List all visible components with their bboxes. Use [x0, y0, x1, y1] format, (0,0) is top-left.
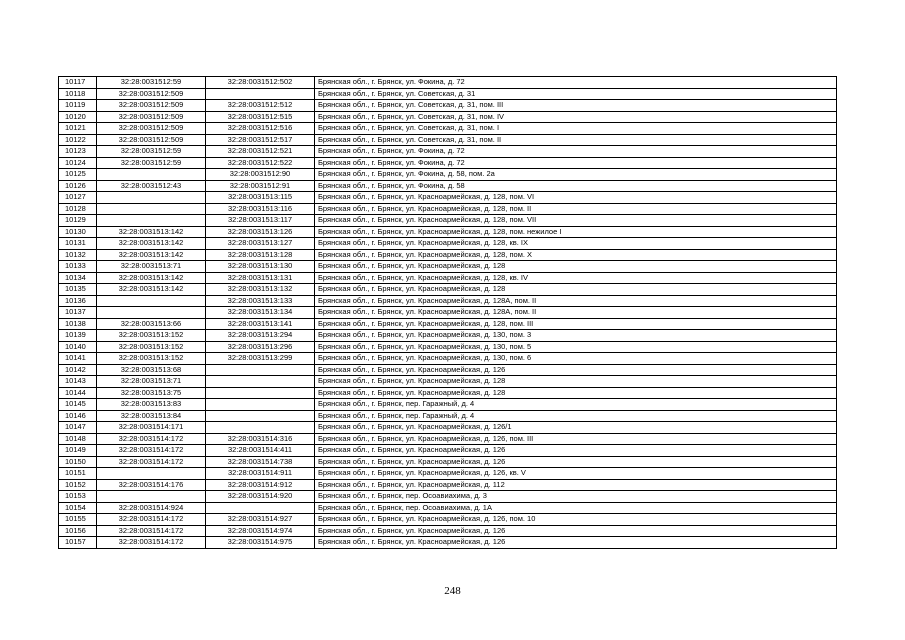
object-cadastral-number-cell: 32:28:0031512:91 [206, 180, 315, 192]
table-row [59, 238, 837, 250]
address-cell: Брянская обл., г. Брянск, ул. Красноармейская, д. 112 [315, 479, 837, 491]
address-cell: Брянская обл., г. Брянск, пер. Гаражный, д. 4 [315, 410, 837, 422]
table-row [59, 295, 837, 307]
record-number-cell: 10150 [59, 456, 97, 468]
land-cadastral-number-cell: 32:28:0031512:59 [97, 77, 206, 89]
record-number-cell: 10136 [59, 295, 97, 307]
land-cadastral-number-cell: 32:28:0031513:83 [97, 399, 206, 411]
address-cell: Брянская обл., г. Брянск, ул. Советская, д. 31, пом. IV [315, 111, 837, 123]
land-cadastral-number-cell: 32:28:0031513:152 [97, 353, 206, 365]
table-row [59, 77, 837, 89]
address-cell: Брянская обл., г. Брянск, ул. Советская, д. 31, пом. I [315, 123, 837, 135]
table-row [59, 180, 837, 192]
object-cadastral-number-cell [206, 88, 315, 100]
table-row [59, 146, 837, 158]
address-cell: Брянская обл., г. Брянск, ул. Красноармейская, д. 128 [315, 376, 837, 388]
record-number-cell: 10133 [59, 261, 97, 273]
record-number-cell: 10151 [59, 468, 97, 480]
table-row [59, 341, 837, 353]
record-number-cell: 10135 [59, 284, 97, 296]
object-cadastral-number-cell: 32:28:0031514:974 [206, 525, 315, 537]
land-cadastral-number-cell: 32:28:0031514:172 [97, 514, 206, 526]
table-row [59, 456, 837, 468]
record-number-cell: 10154 [59, 502, 97, 514]
table-row [59, 387, 837, 399]
record-number-cell: 10143 [59, 376, 97, 388]
object-cadastral-number-cell [206, 422, 315, 434]
table-row [59, 88, 837, 100]
address-cell: Брянская обл., г. Брянск, пер. Осоавиахима, д. 1А [315, 502, 837, 514]
table-row [59, 433, 837, 445]
table-row [59, 215, 837, 227]
address-cell: Брянская обл., г. Брянск, ул. Советская, д. 31, пом. III [315, 100, 837, 112]
object-cadastral-number-cell: 32:28:0031513:296 [206, 341, 315, 353]
address-cell: Брянская обл., г. Брянск, ул. Красноармейская, д. 130, пом. 3 [315, 330, 837, 342]
table-row [59, 203, 837, 215]
object-cadastral-number-cell [206, 364, 315, 376]
page-number: 248 [444, 585, 461, 597]
record-number-cell: 10123 [59, 146, 97, 158]
object-cadastral-number-cell [206, 387, 315, 399]
table-row [59, 123, 837, 135]
land-cadastral-number-cell: 32:28:0031514:172 [97, 445, 206, 457]
land-cadastral-number-cell: 32:28:0031514:172 [97, 537, 206, 549]
record-number-cell: 10120 [59, 111, 97, 123]
address-cell: Брянская обл., г. Брянск, ул. Красноармейская, д. 126 [315, 537, 837, 549]
object-cadastral-number-cell: 32:28:0031514:912 [206, 479, 315, 491]
record-number-cell: 10130 [59, 226, 97, 238]
table-row [59, 307, 837, 319]
land-cadastral-number-cell [97, 295, 206, 307]
table-row [59, 261, 837, 273]
record-number-cell: 10128 [59, 203, 97, 215]
object-cadastral-number-cell: 32:28:0031513:134 [206, 307, 315, 319]
record-number-cell: 10124 [59, 157, 97, 169]
record-number-cell: 10147 [59, 422, 97, 434]
object-cadastral-number-cell [206, 399, 315, 411]
land-cadastral-number-cell: 32:28:0031513:152 [97, 341, 206, 353]
address-cell: Брянская обл., г. Брянск, ул. Фокина, д. 72 [315, 77, 837, 89]
object-cadastral-number-cell: 32:28:0031513:131 [206, 272, 315, 284]
land-cadastral-number-cell: 32:28:0031512:59 [97, 157, 206, 169]
table-row [59, 249, 837, 261]
object-cadastral-number-cell: 32:28:0031513:115 [206, 192, 315, 204]
record-number-cell: 10129 [59, 215, 97, 227]
table-row [59, 514, 837, 526]
address-cell: Брянская обл., г. Брянск, ул. Красноармейская, д. 126, кв. V [315, 468, 837, 480]
object-cadastral-number-cell: 32:28:0031513:294 [206, 330, 315, 342]
object-cadastral-number-cell [206, 376, 315, 388]
record-number-cell: 10121 [59, 123, 97, 135]
address-cell: Брянская обл., г. Брянск, ул. Красноармейская, д. 128, пом. III [315, 318, 837, 330]
object-cadastral-number-cell: 32:28:0031512:516 [206, 123, 315, 135]
land-cadastral-number-cell: 32:28:0031513:71 [97, 376, 206, 388]
land-cadastral-number-cell: 32:28:0031512:509 [97, 111, 206, 123]
record-number-cell: 10148 [59, 433, 97, 445]
table-row [59, 111, 837, 123]
land-cadastral-number-cell: 32:28:0031514:171 [97, 422, 206, 434]
address-cell: Брянская обл., г. Брянск, ул. Фокина, д. 72 [315, 146, 837, 158]
address-cell: Брянская обл., г. Брянск, ул. Красноармейская, д. 128, пом. VI [315, 192, 837, 204]
record-number-cell: 10153 [59, 491, 97, 503]
table-row [59, 399, 837, 411]
address-cell: Брянская обл., г. Брянск, ул. Советская, д. 31, пом. II [315, 134, 837, 146]
address-cell: Брянская обл., г. Брянск, ул. Красноармейская, д. 126 [315, 456, 837, 468]
object-cadastral-number-cell: 32:28:0031514:927 [206, 514, 315, 526]
object-cadastral-number-cell: 32:28:0031514:975 [206, 537, 315, 549]
record-number-cell: 10127 [59, 192, 97, 204]
table-row [59, 537, 837, 549]
record-number-cell: 10125 [59, 169, 97, 181]
table-row [59, 134, 837, 146]
object-cadastral-number-cell: 32:28:0031513:126 [206, 226, 315, 238]
land-cadastral-number-cell: 32:28:0031513:142 [97, 226, 206, 238]
object-cadastral-number-cell: 32:28:0031514:920 [206, 491, 315, 503]
object-cadastral-number-cell: 32:28:0031512:522 [206, 157, 315, 169]
land-cadastral-number-cell: 32:28:0031513:142 [97, 284, 206, 296]
land-cadastral-number-cell: 32:28:0031514:176 [97, 479, 206, 491]
land-cadastral-number-cell: 32:28:0031512:43 [97, 180, 206, 192]
land-cadastral-number-cell: 32:28:0031512:509 [97, 123, 206, 135]
address-cell: Брянская обл., г. Брянск, ул. Красноармейская, д. 130, пом. 6 [315, 353, 837, 365]
object-cadastral-number-cell [206, 502, 315, 514]
record-number-cell: 10126 [59, 180, 97, 192]
land-cadastral-number-cell: 32:28:0031514:172 [97, 433, 206, 445]
table-row [59, 318, 837, 330]
address-cell: Брянская обл., г. Брянск, ул. Красноармейская, д. 130, пом. 5 [315, 341, 837, 353]
object-cadastral-number-cell: 32:28:0031514:911 [206, 468, 315, 480]
land-cadastral-number-cell: 32:28:0031513:152 [97, 330, 206, 342]
record-number-cell: 10156 [59, 525, 97, 537]
object-cadastral-number-cell: 32:28:0031512:515 [206, 111, 315, 123]
record-number-cell: 10141 [59, 353, 97, 365]
object-cadastral-number-cell: 32:28:0031514:738 [206, 456, 315, 468]
record-number-cell: 10138 [59, 318, 97, 330]
land-cadastral-number-cell: 32:28:0031514:172 [97, 525, 206, 537]
land-cadastral-number-cell: 32:28:0031513:71 [97, 261, 206, 273]
address-cell: Брянская обл., г. Брянск, ул. Красноармейская, д. 126 [315, 364, 837, 376]
address-cell: Брянская обл., г. Брянск, ул. Красноармейская, д. 128, кв. IX [315, 238, 837, 250]
record-number-cell: 10140 [59, 341, 97, 353]
object-cadastral-number-cell: 32:28:0031514:316 [206, 433, 315, 445]
object-cadastral-number-cell: 32:28:0031513:128 [206, 249, 315, 261]
land-cadastral-number-cell: 32:28:0031513:66 [97, 318, 206, 330]
land-cadastral-number-cell: 32:28:0031513:75 [97, 387, 206, 399]
land-cadastral-number-cell: 32:28:0031512:509 [97, 88, 206, 100]
land-cadastral-number-cell [97, 203, 206, 215]
table-row [59, 525, 837, 537]
address-cell: Брянская обл., г. Брянск, ул. Советская, д. 31 [315, 88, 837, 100]
address-cell: Брянская обл., г. Брянск, ул. Красноармейская, д. 128 [315, 387, 837, 399]
land-cadastral-number-cell [97, 215, 206, 227]
address-cell: Брянская обл., г. Брянск, ул. Красноармейская, д. 126/1 [315, 422, 837, 434]
land-cadastral-number-cell [97, 169, 206, 181]
property-register-table [58, 76, 837, 549]
property-register-body [59, 77, 837, 549]
table-row [59, 169, 837, 181]
table-row [59, 422, 837, 434]
record-number-cell: 10131 [59, 238, 97, 250]
object-cadastral-number-cell: 32:28:0031513:116 [206, 203, 315, 215]
table-row [59, 353, 837, 365]
object-cadastral-number-cell: 32:28:0031513:133 [206, 295, 315, 307]
table-row [59, 491, 837, 503]
land-cadastral-number-cell: 32:28:0031514:924 [97, 502, 206, 514]
object-cadastral-number-cell: 32:28:0031513:299 [206, 353, 315, 365]
address-cell: Брянская обл., г. Брянск, пер. Осоавиахима, д. 3 [315, 491, 837, 503]
table-row [59, 468, 837, 480]
land-cadastral-number-cell: 32:28:0031514:172 [97, 456, 206, 468]
record-number-cell: 10137 [59, 307, 97, 319]
object-cadastral-number-cell: 32:28:0031513:132 [206, 284, 315, 296]
address-cell: Брянская обл., г. Брянск, ул. Красноармейская, д. 126, пом. III [315, 433, 837, 445]
land-cadastral-number-cell: 32:28:0031513:142 [97, 238, 206, 250]
land-cadastral-number-cell: 32:28:0031512:509 [97, 100, 206, 112]
record-number-cell: 10122 [59, 134, 97, 146]
address-cell: Брянская обл., г. Брянск, ул. Красноармейская, д. 126, пом. 10 [315, 514, 837, 526]
address-cell: Брянская обл., г. Брянск, пер. Гаражный, д. 4 [315, 399, 837, 411]
address-cell: Брянская обл., г. Брянск, ул. Фокина, д. 58 [315, 180, 837, 192]
record-number-cell: 10117 [59, 77, 97, 89]
land-cadastral-number-cell [97, 307, 206, 319]
address-cell: Брянская обл., г. Брянск, ул. Красноармейская, д. 128А, пом. II [315, 295, 837, 307]
record-number-cell: 10134 [59, 272, 97, 284]
object-cadastral-number-cell: 32:28:0031513:141 [206, 318, 315, 330]
record-number-cell: 10142 [59, 364, 97, 376]
table-row [59, 330, 837, 342]
table-row [59, 502, 837, 514]
address-cell: Брянская обл., г. Брянск, ул. Красноармейская, д. 128 [315, 261, 837, 273]
record-number-cell: 10152 [59, 479, 97, 491]
address-cell: Брянская обл., г. Брянск, ул. Красноармейская, д. 128, пом. X [315, 249, 837, 261]
land-cadastral-number-cell: 32:28:0031512:59 [97, 146, 206, 158]
object-cadastral-number-cell [206, 410, 315, 422]
address-cell: Брянская обл., г. Брянск, ул. Красноармейская, д. 128, пом. нежилое I [315, 226, 837, 238]
address-cell: Брянская обл., г. Брянск, ул. Красноармейская, д. 128А, пом. II [315, 307, 837, 319]
object-cadastral-number-cell: 32:28:0031513:130 [206, 261, 315, 273]
record-number-cell: 10119 [59, 100, 97, 112]
record-number-cell: 10144 [59, 387, 97, 399]
table-row [59, 192, 837, 204]
table-row [59, 445, 837, 457]
land-cadastral-number-cell: 32:28:0031513:68 [97, 364, 206, 376]
land-cadastral-number-cell: 32:28:0031513:142 [97, 272, 206, 284]
table-row [59, 376, 837, 388]
table-row [59, 226, 837, 238]
object-cadastral-number-cell: 32:28:0031512:521 [206, 146, 315, 158]
table-row [59, 157, 837, 169]
object-cadastral-number-cell: 32:28:0031514:411 [206, 445, 315, 457]
record-number-cell: 10132 [59, 249, 97, 261]
record-number-cell: 10157 [59, 537, 97, 549]
record-number-cell: 10155 [59, 514, 97, 526]
table-row [59, 479, 837, 491]
object-cadastral-number-cell: 32:28:0031512:512 [206, 100, 315, 112]
land-cadastral-number-cell [97, 192, 206, 204]
address-cell: Брянская обл., г. Брянск, ул. Красноармейская, д. 126 [315, 445, 837, 457]
object-cadastral-number-cell: 32:28:0031513:127 [206, 238, 315, 250]
object-cadastral-number-cell: 32:28:0031513:117 [206, 215, 315, 227]
address-cell: Брянская обл., г. Брянск, ул. Красноармейская, д. 128, пом. II [315, 203, 837, 215]
table-row [59, 410, 837, 422]
land-cadastral-number-cell: 32:28:0031512:509 [97, 134, 206, 146]
address-cell: Брянская обл., г. Брянск, ул. Фокина, д. 72 [315, 157, 837, 169]
object-cadastral-number-cell: 32:28:0031512:502 [206, 77, 315, 89]
table-row [59, 100, 837, 112]
land-cadastral-number-cell: 32:28:0031513:84 [97, 410, 206, 422]
address-cell: Брянская обл., г. Брянск, ул. Красноармейская, д. 128 [315, 284, 837, 296]
land-cadastral-number-cell [97, 468, 206, 480]
record-number-cell: 10139 [59, 330, 97, 342]
object-cadastral-number-cell: 32:28:0031512:517 [206, 134, 315, 146]
record-number-cell: 10118 [59, 88, 97, 100]
address-cell: Брянская обл., г. Брянск, ул. Фокина, д. 58, пом. 2а [315, 169, 837, 181]
table-row [59, 272, 837, 284]
record-number-cell: 10146 [59, 410, 97, 422]
record-number-cell: 10149 [59, 445, 97, 457]
object-cadastral-number-cell: 32:28:0031512:90 [206, 169, 315, 181]
land-cadastral-number-cell [97, 491, 206, 503]
address-cell: Брянская обл., г. Брянск, ул. Красноармейская, д. 128, пом. VII [315, 215, 837, 227]
record-number-cell: 10145 [59, 399, 97, 411]
address-cell: Брянская обл., г. Брянск, ул. Красноармейская, д. 126 [315, 525, 837, 537]
address-cell: Брянская обл., г. Брянск, ул. Красноармейская, д. 128, кв. IV [315, 272, 837, 284]
table-row [59, 284, 837, 296]
land-cadastral-number-cell: 32:28:0031513:142 [97, 249, 206, 261]
table-row [59, 364, 837, 376]
